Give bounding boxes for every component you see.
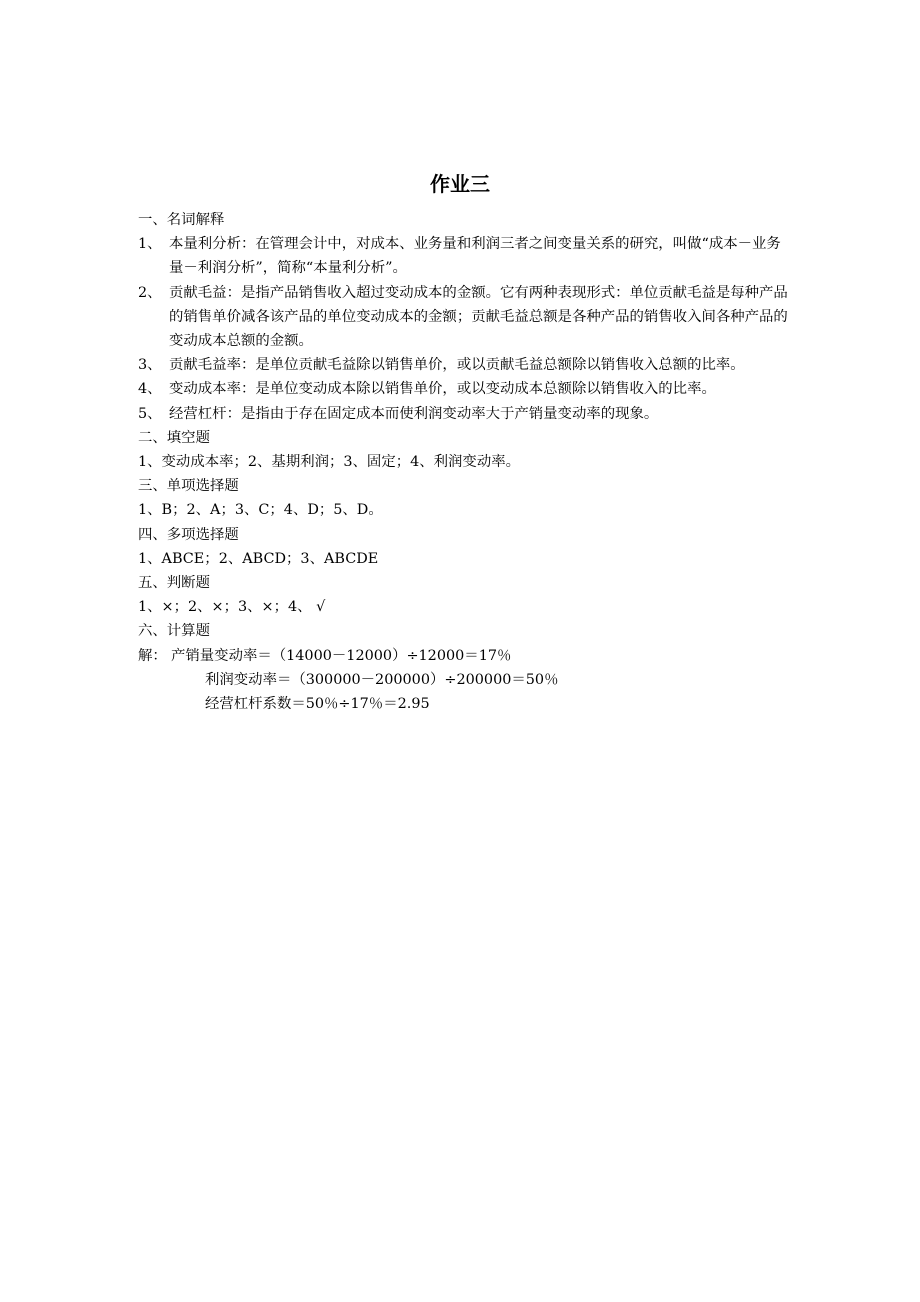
section-heading-terms: 一、名词解释	[138, 212, 225, 228]
calculation-line-1	[138, 644, 788, 668]
section-heading-true-false: 五、判断题	[138, 575, 210, 592]
item-text: 变动成本率：是单位变动成本除以销售单价，或以变动成本总额除以销售收入的比率。	[169, 381, 716, 398]
calculation-line-3: 经营杠杆系数＝50％÷17％＝2.95	[205, 696, 430, 713]
fill-blank-answers: 1、变动成本率；2、基期利润；3、固定；4、利润变动率。	[138, 454, 520, 471]
multiple-choice-answers: 1、ABCE；2、ABCD；3、ABCDE	[138, 550, 379, 567]
item-text: 本量利分析：在管理会计中，对成本、业务量和利润三者之间变量关系的研究，叫做“成本－业务量－利润分析”，简称“本量利分析”。	[169, 236, 781, 277]
document-body	[138, 208, 788, 716]
item-text: 经营杠杆：是指由于存在固定成本而使利润变动率大于产销量变动率的现象。	[169, 405, 659, 422]
term-item-3	[138, 353, 788, 377]
calculation-line-2: 利润变动率＝（300000－200000）÷200000＝50％	[205, 671, 559, 688]
term-item-1	[138, 232, 788, 280]
item-number: 2、	[138, 284, 162, 301]
item-number: 3、	[138, 357, 162, 374]
document-title: 作业三	[430, 172, 490, 196]
item-text: 贡献毛益：是指产品销售收入超过变动成本的金额。它有两种表现形式：单位贡献毛益是每种产品的销售单价减各该产品的单位变动成本的金额；贡献毛益总额是各种产品的销售收入间各种产品的变动成本总额的金额。	[169, 284, 788, 350]
section-heading-fill-blank: 二、填空题	[138, 429, 210, 446]
term-item-2	[138, 281, 788, 354]
section-heading-calculation: 六、计算题	[138, 623, 210, 640]
item-text: 贡献毛益率：是单位贡献毛益除以销售单价，或以贡献毛益总额除以销售收入总额的比率。	[169, 357, 745, 374]
term-item-5	[138, 402, 788, 426]
section-heading-multiple-choice: 四、多项选择题	[138, 526, 239, 543]
item-number: 5、	[138, 405, 162, 422]
true-false-answers: 1、×；2、×；3、×；4、 √	[138, 599, 326, 616]
solution-label: 解：	[138, 647, 167, 664]
section-heading-single-choice: 三、单项选择题	[138, 478, 239, 495]
item-number: 1、	[138, 236, 162, 253]
item-number: 4、	[138, 381, 162, 398]
single-choice-answers: 1、B；2、A；3、C；4、D；5、D。	[138, 502, 383, 519]
term-item-4	[138, 377, 788, 401]
calculation-formula: 产销量变动率＝（14000－12000）÷12000＝17％	[171, 647, 512, 664]
